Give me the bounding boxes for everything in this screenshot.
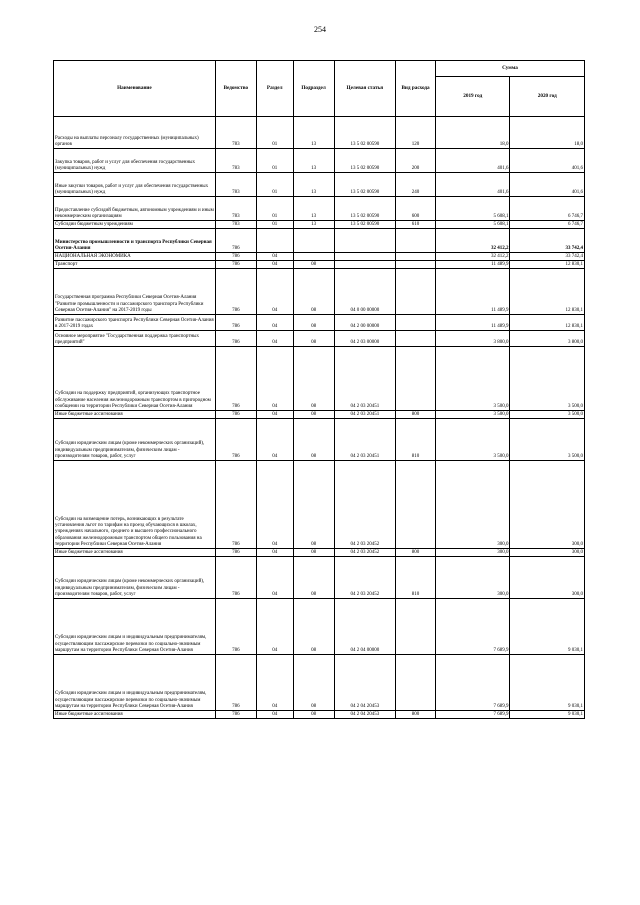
cell-dept: 786: [215, 557, 256, 599]
cell-section: 01: [256, 117, 293, 149]
cell-name: Субсидии юридическим лицам (кроме некоммерческих организаций), индивидуальным предпринимателям, физическим лицам - производителям товаров, работ, услуг: [54, 557, 216, 599]
cell-2020: 6 746,7: [510, 221, 585, 229]
cell-subsection: 08: [293, 711, 334, 719]
page-number: 254: [314, 25, 326, 34]
cell-subsection: 13: [293, 197, 334, 221]
cell-2019: 11 489,9: [436, 269, 510, 315]
cell-exp: [396, 229, 436, 253]
table-row: [54, 347, 585, 411]
table-row: [54, 461, 585, 549]
cell-exp: 600: [396, 197, 436, 221]
cell-target: 04 2 03 20452: [334, 461, 396, 549]
cell-2019: 3 500,0: [436, 347, 510, 411]
cell-section: 04: [256, 461, 293, 549]
cell-section: 04: [256, 315, 293, 331]
cell-target: 04 2 04 20453: [334, 711, 396, 719]
cell-dept: 786: [215, 599, 256, 655]
cell-subsection: [293, 229, 334, 253]
cell-subsection: 08: [293, 461, 334, 549]
cell-2019: 7 689,9: [436, 655, 510, 711]
cell-2019: 300,0: [436, 549, 510, 557]
cell-exp: 800: [396, 411, 436, 419]
cell-target: 13 5 02 00590: [334, 173, 396, 197]
cell-target: 13 5 02 00590: [334, 117, 396, 149]
cell-target: 04 2 03 20451: [334, 347, 396, 411]
cell-dept: 783: [215, 117, 256, 149]
cell-exp: [396, 655, 436, 711]
table-row: [54, 253, 585, 261]
header-sum: Сумма: [436, 61, 585, 77]
cell-name: Субсидии юридическим лицам и индивидуальным предпринимателям, осуществляющим пассажирские перевозки по социально-значимым маршрутам на территории Республики Северная Осетия-Алания: [54, 599, 216, 655]
cell-2020: 9 030,1: [510, 599, 585, 655]
cell-exp: [396, 331, 436, 347]
cell-target: 04 2 00 00000: [334, 315, 396, 331]
cell-exp: 810: [396, 557, 436, 599]
cell-dept: 786: [215, 269, 256, 315]
cell-2019: 32 412,2: [436, 229, 510, 253]
table-row: [54, 549, 585, 557]
cell-2019: 401,6: [436, 173, 510, 197]
cell-subsection: 08: [293, 557, 334, 599]
cell-subsection: 13: [293, 221, 334, 229]
cell-dept: 786: [215, 549, 256, 557]
table-row: [54, 269, 585, 315]
cell-name: Субсидии на поддержку предприятий, организующих транспортное обслуживание населения железнодорожным транспортом в пригородном сообщении на территории Республики Северная Осетия-Алания: [54, 347, 216, 411]
cell-dept: 786: [215, 229, 256, 253]
cell-exp: [396, 599, 436, 655]
cell-section: 01: [256, 149, 293, 173]
cell-2020: 9 030,1: [510, 655, 585, 711]
cell-target: 13 5 02 00590: [334, 221, 396, 229]
cell-exp: [396, 461, 436, 549]
cell-dept: 783: [215, 197, 256, 221]
cell-exp: 800: [396, 549, 436, 557]
table-row: [54, 117, 585, 149]
cell-2020: 18,0: [510, 117, 585, 149]
cell-subsection: 13: [293, 173, 334, 197]
cell-name: НАЦИОНАЛЬНАЯ ЭКОНОМИКА: [54, 253, 216, 261]
cell-exp: 200: [396, 149, 436, 173]
cell-2019: 11 489,9: [436, 261, 510, 269]
cell-exp: [396, 269, 436, 315]
cell-2020: 33 742,4: [510, 253, 585, 261]
header-subsection: Подраздел: [293, 61, 334, 117]
cell-exp: [396, 347, 436, 411]
cell-2019: 7 689,9: [436, 599, 510, 655]
table-row: [54, 557, 585, 599]
cell-target: 04 2 03 20451: [334, 419, 396, 461]
cell-target: [334, 261, 396, 269]
cell-subsection: 08: [293, 331, 334, 347]
cell-2020: 9 030,1: [510, 711, 585, 719]
cell-name: Иные закупки товаров, работ и услуг для обеспечения государственных (муниципальных) нужд: [54, 173, 216, 197]
table-row: [54, 315, 585, 331]
cell-name: Расходы на выплаты персоналу государственных (муниципальных) органов: [54, 117, 216, 149]
cell-subsection: 08: [293, 315, 334, 331]
cell-target: 04 2 04 00000: [334, 599, 396, 655]
cell-dept: 786: [215, 331, 256, 347]
cell-2019: 3 800,0: [436, 331, 510, 347]
cell-target: 04 0 00 00000: [334, 269, 396, 315]
header-target: Целевая статья: [334, 61, 396, 117]
cell-dept: 783: [215, 173, 256, 197]
cell-exp: [396, 261, 436, 269]
cell-2019: 32 412,2: [436, 253, 510, 261]
cell-name: Иные бюджетные ассигнования: [54, 711, 216, 719]
cell-dept: 786: [215, 347, 256, 411]
table-row: [54, 599, 585, 655]
cell-2020: 300,0: [510, 461, 585, 549]
cell-section: 01: [256, 173, 293, 197]
cell-dept: 786: [215, 655, 256, 711]
cell-2020: 12 830,1: [510, 315, 585, 331]
cell-exp: [396, 315, 436, 331]
cell-2020: 12 830,1: [510, 269, 585, 315]
cell-name: Транспорт: [54, 261, 216, 269]
cell-dept: 786: [215, 461, 256, 549]
cell-subsection: 13: [293, 117, 334, 149]
table-row: [54, 419, 585, 461]
cell-section: 04: [256, 549, 293, 557]
cell-dept: 783: [215, 149, 256, 173]
cell-section: 04: [256, 419, 293, 461]
cell-2020: 3 500,0: [510, 419, 585, 461]
cell-2019: 5 608,1: [436, 221, 510, 229]
cell-2019: 7 689,9: [436, 711, 510, 719]
header-2020: 2020 год: [510, 77, 585, 117]
cell-exp: 800: [396, 711, 436, 719]
cell-section: [256, 229, 293, 253]
cell-target: 04 2 03 20452: [334, 549, 396, 557]
cell-2020: 401,6: [510, 173, 585, 197]
cell-2019: 3 500,0: [436, 411, 510, 419]
cell-2020: 300,0: [510, 549, 585, 557]
header-name: Наименование: [54, 61, 216, 117]
cell-subsection: 08: [293, 261, 334, 269]
cell-2020: 6 746,7: [510, 197, 585, 221]
cell-exp: [396, 253, 436, 261]
cell-exp: 810: [396, 419, 436, 461]
cell-2020: 3 500,0: [510, 347, 585, 411]
cell-target: 04 2 04 20453: [334, 655, 396, 711]
cell-section: 04: [256, 253, 293, 261]
cell-subsection: 08: [293, 269, 334, 315]
cell-section: 04: [256, 411, 293, 419]
cell-2020: 300,0: [510, 557, 585, 599]
cell-subsection: [293, 253, 334, 261]
cell-target: 04 2 03 00000: [334, 331, 396, 347]
cell-section: 04: [256, 269, 293, 315]
cell-subsection: 08: [293, 549, 334, 557]
cell-dept: 783: [215, 221, 256, 229]
cell-name: Государственная программа Республики Северная Осетия-Алания "Развитие промышленности и пассажирского транспорта Республики Северная Осетия-Алания" на 2017-2019 годы: [54, 269, 216, 315]
table-row: [54, 149, 585, 173]
cell-subsection: 13: [293, 149, 334, 173]
table-row: [54, 229, 585, 253]
cell-section: 04: [256, 599, 293, 655]
cell-2019: 5 608,1: [436, 197, 510, 221]
cell-name: Развитие пассажирского транспорта Республики Северная Осетия-Алания в 2017-2019 годах: [54, 315, 216, 331]
cell-2019: 300,0: [436, 557, 510, 599]
cell-2019: 401,6: [436, 149, 510, 173]
cell-target: [334, 253, 396, 261]
cell-name: Субсидии юридическим лицам (кроме некоммерческих организаций), индивидуальным предпринимателям, физическим лицам - производителям товаров, работ, услуг: [54, 419, 216, 461]
cell-name: Субсидии юридическим лицам и индивидуальным предпринимателям, осуществляющим пассажирские перевозки по социально-значимым маршрутам на территории Республики Северная Осетия-Алания: [54, 655, 216, 711]
cell-target: 13 5 02 00590: [334, 197, 396, 221]
cell-exp: 610: [396, 221, 436, 229]
cell-2019: 18,0: [436, 117, 510, 149]
cell-section: 01: [256, 197, 293, 221]
cell-section: 04: [256, 347, 293, 411]
cell-2020: 3 800,0: [510, 331, 585, 347]
table-header: [54, 61, 585, 117]
cell-name: Закупка товаров, работ и услуг для обеспечения государственных (муниципальных) нужд: [54, 149, 216, 173]
cell-name: Предоставление субсидий бюджетным, автономным учреждениям и иным некоммерческим организациям: [54, 197, 216, 221]
cell-2020: 12 830,1: [510, 261, 585, 269]
table-row: [54, 331, 585, 347]
cell-dept: 786: [215, 261, 256, 269]
table-row: [54, 221, 585, 229]
cell-section: 04: [256, 331, 293, 347]
cell-2020: 3 500,0: [510, 411, 585, 419]
table-row: [54, 655, 585, 711]
cell-name: Министерство промышленности и транспорта Республики Северная Осетия-Алания: [54, 229, 216, 253]
cell-subsection: 08: [293, 419, 334, 461]
cell-subsection: 08: [293, 655, 334, 711]
header-2019: 2019 год: [436, 77, 510, 117]
cell-section: 01: [256, 221, 293, 229]
cell-name: Иные бюджетные ассигнования: [54, 549, 216, 557]
cell-section: 04: [256, 261, 293, 269]
cell-subsection: 08: [293, 599, 334, 655]
cell-dept: 786: [215, 315, 256, 331]
table-row: [54, 711, 585, 719]
cell-2019: 3 500,0: [436, 419, 510, 461]
cell-exp: 240: [396, 173, 436, 197]
cell-subsection: 08: [293, 411, 334, 419]
cell-2020: 33 742,4: [510, 229, 585, 253]
cell-dept: 786: [215, 253, 256, 261]
budget-table: [53, 60, 585, 719]
cell-target: 04 2 03 20451: [334, 411, 396, 419]
cell-exp: 120: [396, 117, 436, 149]
cell-dept: 786: [215, 411, 256, 419]
header-dept: Ведомство: [215, 61, 256, 117]
cell-target: 04 2 03 20452: [334, 557, 396, 599]
table-row: [54, 173, 585, 197]
cell-section: 04: [256, 655, 293, 711]
cell-2019: 11 489,9: [436, 315, 510, 331]
table-row: [54, 197, 585, 221]
cell-2019: 300,0: [436, 461, 510, 549]
cell-target: [334, 229, 396, 253]
cell-name: Иные бюджетные ассигнования: [54, 411, 216, 419]
header-exp: Вид расхода: [396, 61, 436, 117]
cell-dept: 786: [215, 419, 256, 461]
table-row: [54, 411, 585, 419]
cell-subsection: 08: [293, 347, 334, 411]
cell-name: Основное мероприятие "Государственная поддержка транспортных предприятий": [54, 331, 216, 347]
table-body: [54, 117, 585, 719]
cell-2020: 401,6: [510, 149, 585, 173]
header-section: Раздел: [256, 61, 293, 117]
cell-name: Субсидии на возмещение потерь, возникающих в результате установления льгот по тарифам на проезд обучающихся в школах, учреждениях начального, среднего и высшего профессионального образования железнодорожным транспортом общего пользования на территории Республики Северная Осетия-Алания: [54, 461, 216, 549]
cell-dept: 786: [215, 711, 256, 719]
cell-name: Субсидии бюджетным учреждениям: [54, 221, 216, 229]
table-row: [54, 261, 585, 269]
cell-section: 04: [256, 557, 293, 599]
cell-target: 13 5 02 00590: [334, 149, 396, 173]
cell-section: 04: [256, 711, 293, 719]
